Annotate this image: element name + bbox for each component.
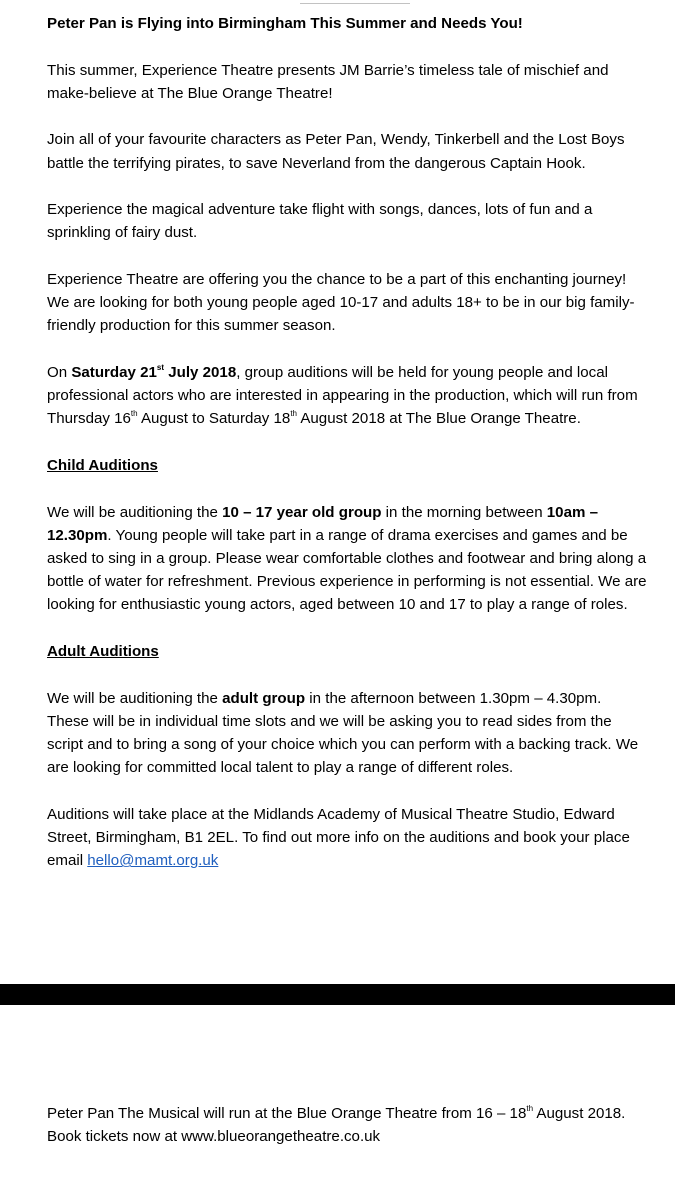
document-body xyxy=(47,12,647,896)
adult-auditions-heading: Adult Auditions xyxy=(47,642,159,660)
child-auditions-heading: Child Auditions xyxy=(47,456,158,474)
footer-text-1: Peter Pan The Musical will run at the Blue Orange Theatre from 16 – 18 xyxy=(47,1105,527,1122)
footer-note xyxy=(47,1102,647,1149)
date-lead: On xyxy=(47,363,72,381)
footer-text-2: August 2018. Book tickets now at www.blueorangetheatre.co.uk xyxy=(47,1105,626,1146)
child-age-group: 10 – 17 year old group xyxy=(222,503,382,521)
audition-date: Saturday 21st July 2018 xyxy=(71,362,237,381)
adventure-paragraph: Experience the magical adventure take flight with songs, dances, lots of fun and a sprinkling of fairy dust. xyxy=(47,201,593,242)
characters-paragraph: Join all of your favourite characters as Peter Pan, Wendy, Tinkerbell and the Lost Boys battle the terrifying pirates, to save Neverland from the dangerous Captain Hook. xyxy=(47,131,625,172)
date-text-1: , group auditions will be held for young people and local professional actors who are interested in appearing in the production, which will run from Thursday 16 xyxy=(47,363,638,428)
audition-date-paragraph xyxy=(47,361,647,431)
ordinal-1: th xyxy=(130,409,138,419)
offer-paragraph: Experience Theatre are offering you the chance to be a part of this enchanting journey! We are looking for both young people aged 10-17 and adults 18+ to be in our big family-friendly production for this summer season. xyxy=(47,270,635,335)
adult-auditions-paragraph: We will be auditioning the adult group in the afternoon between 1.30pm – 4.30pm. These will be in individual time slots and we will be asking you to read sides from the script and to bring a song of your choice which you can perform with a backing track. We are looking for committed local talent to play a range of different roles. xyxy=(47,689,639,777)
child-auditions-paragraph: We will be auditioning the 10 – 17 year old group in the morning between 10am – 12.30pm. Young people will take part in a range of drama exercises and games and be asked to sing in a group. Please wear comfortable clothes and footwear and bring along a bottle of water for refreshment. Previous experience in performing is not essential. We are looking for enthusiastic young actors, aged between 10 and 17 to play a range of roles. xyxy=(47,503,647,614)
intro-paragraph: This summer, Experience Theatre presents JM Barrie’s timeless tale of mischief and make-believe at The Blue Orange Theatre! xyxy=(47,61,609,102)
child-time: 10am – 12.30pm xyxy=(47,503,598,544)
child-auditions-heading-row xyxy=(47,454,647,477)
date-text-2: August to Saturday 18 xyxy=(137,410,291,428)
date-text-3: August 2018 at The Blue Orange Theatre. xyxy=(296,410,581,428)
black-divider-bar xyxy=(0,984,675,1005)
venue-paragraph: Auditions will take place at the Midlands Academy of Musical Theatre Studio, Edward Street, Birmingham, B1 2EL. To find out more info on the auditions and book your place email hello@mamt.org.uk xyxy=(47,805,630,870)
cropped-header-line xyxy=(300,0,410,4)
adult-group: adult group xyxy=(222,689,306,707)
adult-auditions-heading-row xyxy=(47,640,647,663)
document-title: Peter Pan is Flying into Birmingham This Summer and Needs You! xyxy=(47,15,523,32)
footer-ordinal: th xyxy=(526,1103,534,1113)
ordinal-2: th xyxy=(290,409,297,419)
email-link[interactable]: hello@mamt.org.uk xyxy=(87,852,219,870)
date-ordinal: st xyxy=(156,362,165,372)
